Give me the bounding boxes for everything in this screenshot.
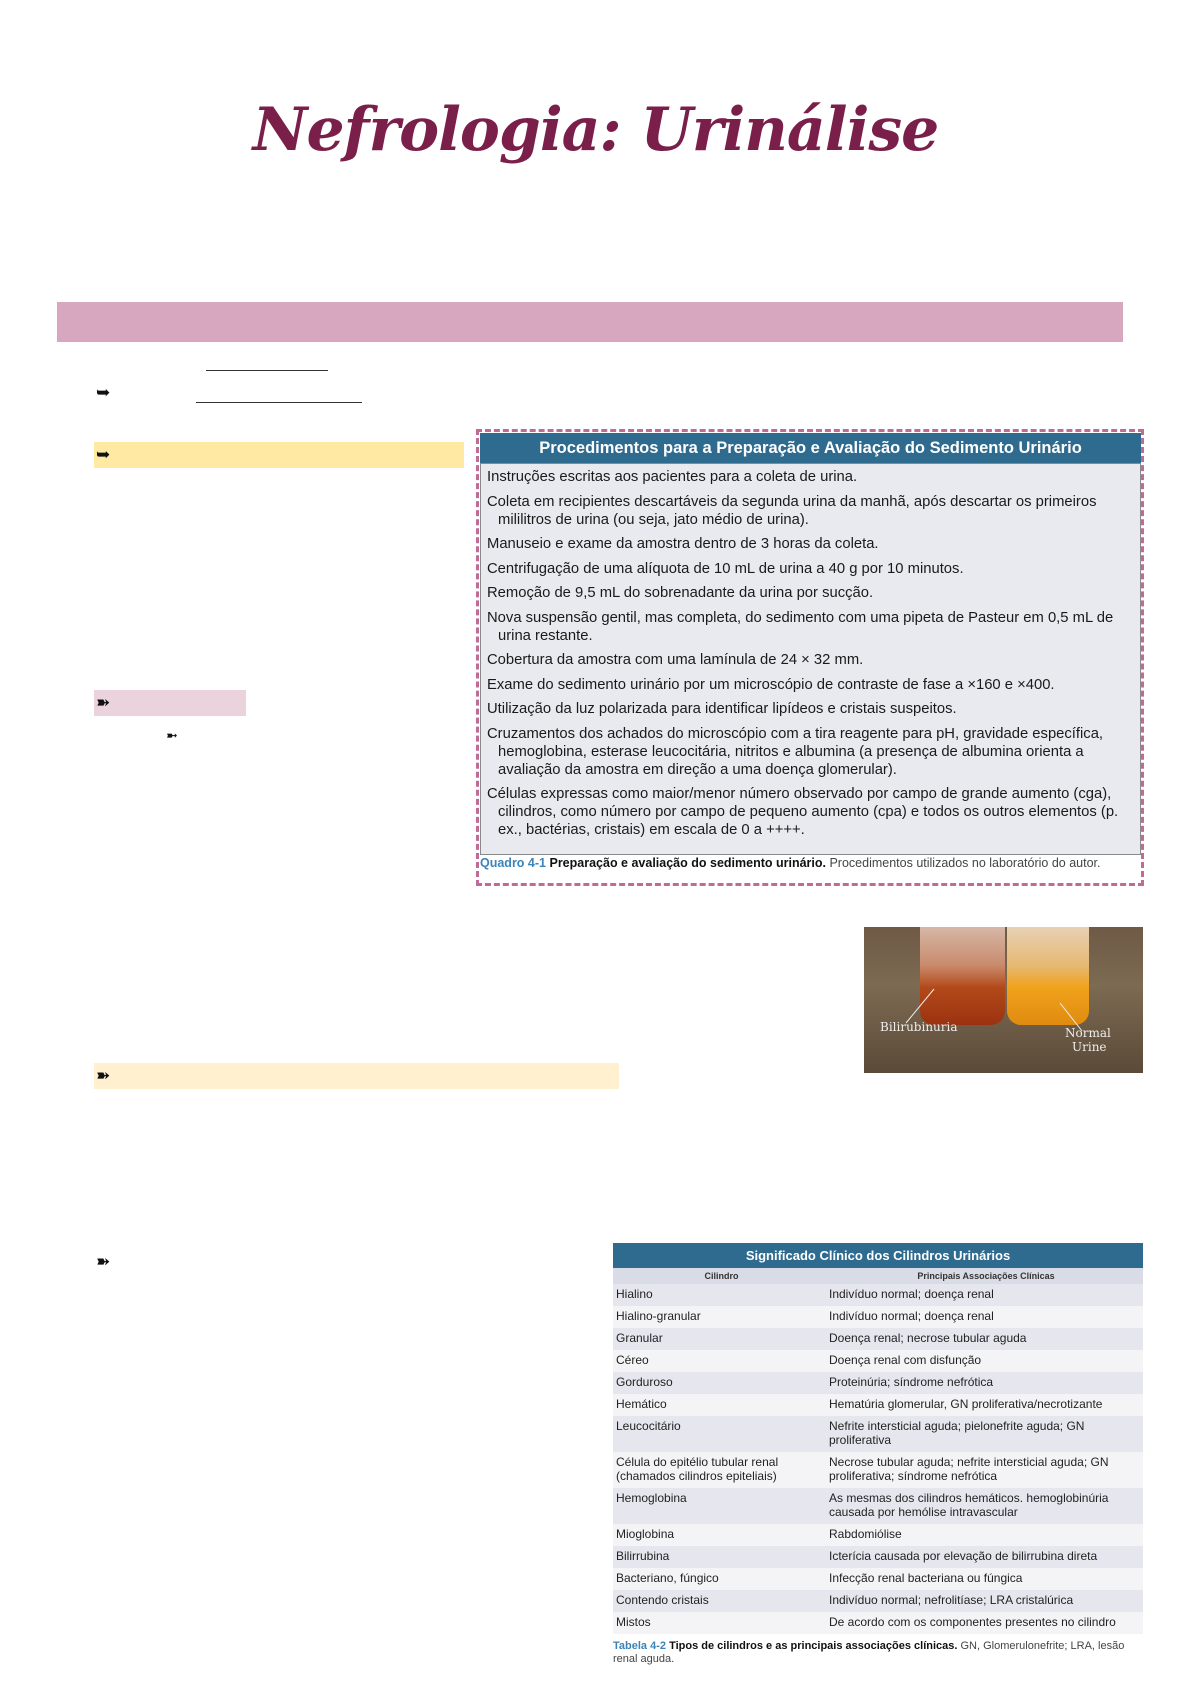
table-caption bbox=[613, 1640, 1143, 1666]
cell-cilindro: Hialino-granular bbox=[616, 1309, 701, 1323]
caption-text: Procedimentos utilizados no laboratório do autor. bbox=[829, 856, 1101, 870]
cell-cilindro: Hialino bbox=[616, 1287, 653, 1301]
cell-associacao: Hematúria glomerular, GN proliferativa/necrotizante bbox=[829, 1397, 1103, 1411]
procedure-item: Centrifugação de uma alíquota de 10 mL de urina a 40 g por 10 minutos. bbox=[487, 560, 964, 577]
table-body bbox=[613, 1284, 1143, 1634]
underline-blank bbox=[206, 370, 328, 371]
procedure-item: Cobertura da amostra com uma lamínula de 24 × 32 mm. bbox=[487, 652, 864, 668]
column-header-associacoes: Principais Associações Clínicas bbox=[917, 1271, 1055, 1281]
arrow-bullet-icon: ➥ bbox=[96, 383, 111, 402]
caption-label: Quadro 4-1 bbox=[480, 856, 546, 870]
cell-associacao: Indivíduo normal; doença renal bbox=[829, 1287, 994, 1301]
table-row bbox=[613, 1568, 1143, 1590]
cell-associacao: Rabdomiólise bbox=[829, 1527, 902, 1541]
page-title: Nefrologia: Urinálise bbox=[252, 95, 939, 165]
procedure-item: Remoção de 9,5 mL do sobrenadante da urina por sucção. bbox=[487, 585, 874, 601]
cell-cilindro: Gorduroso bbox=[616, 1375, 673, 1389]
photo-label-urine: Urine bbox=[1072, 1040, 1107, 1054]
underline-blank bbox=[196, 402, 362, 403]
urine-comparison-photo bbox=[864, 927, 1143, 1073]
highlight-bar-pink bbox=[94, 690, 246, 716]
procedure-item: Manuseio e exame da amostra dentro de 3 horas da coleta. bbox=[487, 536, 879, 552]
cell-associacao: Infecção renal bacteriana ou fúngica bbox=[829, 1571, 1023, 1585]
cell-cilindro: Céreo bbox=[616, 1353, 649, 1367]
table-row bbox=[613, 1590, 1143, 1612]
procedure-item: Instruções escritas aos pacientes para a coleta de urina. bbox=[487, 469, 858, 485]
table-row bbox=[613, 1612, 1143, 1634]
procedure-item: Utilização da luz polarizada para identificar lipídeos e cristais suspeitos. bbox=[487, 701, 957, 717]
cell-cilindro: Hemoglobina bbox=[616, 1491, 687, 1505]
table-row bbox=[613, 1284, 1143, 1306]
photo-label-bilirubinuria: Bilirubinuria bbox=[880, 1020, 958, 1034]
photo-label-normal: Normal bbox=[1065, 1026, 1111, 1040]
section-header-bar bbox=[57, 302, 1123, 342]
cell-associacao: As mesmas dos cilindros hemáticos. hemoglobinúria causada por hemólise intravascular bbox=[829, 1491, 1109, 1519]
cell-cilindro: Bacteriano, fúngico bbox=[616, 1571, 719, 1585]
cell-associacao: Nefrite intersticial aguda; pielonefrite aguda; GN proliferativa bbox=[829, 1419, 1085, 1447]
small-arrow-bullet-icon: ➼ bbox=[166, 727, 178, 743]
quadro-header: Procedimentos para a Preparação e Avaliação do Sedimento Urinário bbox=[480, 433, 1141, 463]
caption-title: Tipos de cilindros e as principais associações clínicas. bbox=[669, 1640, 958, 1652]
double-arrow-bullet-icon: ➽ bbox=[96, 1252, 111, 1271]
table-row bbox=[613, 1546, 1143, 1568]
table-column-headers bbox=[613, 1268, 1143, 1284]
caption-text: GN, Glomerulonefrite; LRA, lesão renal aguda. bbox=[613, 1640, 1125, 1665]
procedure-item: Coleta em recipientes descartáveis da segunda urina da manhã, após descartar os primeiros mililitros de urina (ou seja, jato médio de urina). bbox=[487, 493, 1097, 528]
procedure-item: Cruzamentos dos achados do microscópio com a tira reagente para pH, gravidade específica, hemoglobina, esterase leucocitária, nitritos e albumina (a presença de albumina orienta a avaliação da amostra em direção a uma doença glomerular). bbox=[487, 725, 1104, 778]
table-row bbox=[613, 1452, 1143, 1488]
caption-label: Tabela 4-2 bbox=[613, 1640, 666, 1652]
cell-cilindro: Contendo cristais bbox=[616, 1593, 709, 1607]
table-row bbox=[613, 1488, 1143, 1524]
table-row bbox=[613, 1524, 1143, 1546]
cell-associacao: Necrose tubular aguda; nefrite intersticial aguda; GN proliferativa; síndrome nefrótica bbox=[829, 1455, 1109, 1483]
procedure-item: Exame do sedimento urinário por um microscópio de contraste de fase a ×160 e ×400. bbox=[487, 676, 1055, 693]
column-header-cilindro: Cilindro bbox=[704, 1271, 739, 1281]
table-row bbox=[613, 1416, 1143, 1452]
cell-cilindro: Mistos bbox=[616, 1615, 651, 1629]
double-arrow-bullet-icon: ➽ bbox=[96, 1066, 111, 1085]
highlight-bar-cream bbox=[94, 1063, 619, 1089]
highlight-bar-yellow bbox=[94, 442, 464, 468]
cell-cilindro: Leucocitário bbox=[616, 1419, 681, 1433]
cell-cilindro: Hemático bbox=[616, 1397, 667, 1411]
caption-title: Preparação e avaliação do sedimento urinário. bbox=[549, 856, 826, 870]
cylinders-table bbox=[613, 1243, 1143, 1634]
double-arrow-bullet-icon: ➽ bbox=[96, 693, 111, 712]
cell-cilindro: Granular bbox=[616, 1331, 663, 1345]
table-row bbox=[613, 1306, 1143, 1328]
cell-associacao: Proteinúria; síndrome nefrótica bbox=[829, 1375, 994, 1389]
table-row bbox=[613, 1350, 1143, 1372]
table-row bbox=[613, 1394, 1143, 1416]
cell-associacao: De acordo com os componentes presentes no cilindro bbox=[829, 1615, 1116, 1629]
cell-associacao: Doença renal com disfunção bbox=[829, 1353, 982, 1367]
cell-associacao: Indivíduo normal; doença renal bbox=[829, 1309, 994, 1323]
cell-cilindro: Mioglobina bbox=[616, 1527, 675, 1541]
quadro-body bbox=[480, 463, 1141, 855]
procedure-item: Nova suspensão gentil, mas completa, do sedimento com uma pipeta de Pasteur em 0,5 mL de urina restante. bbox=[487, 609, 1114, 644]
table-header: Significado Clínico dos Cilindros Urinários bbox=[613, 1243, 1143, 1268]
quadro-caption bbox=[480, 856, 1141, 871]
arrow-bullet-icon: ➥ bbox=[96, 445, 111, 464]
table-row bbox=[613, 1328, 1143, 1350]
table-row bbox=[613, 1372, 1143, 1394]
cell-cilindro: Célula do epitélio tubular renal (chamados cilindros epiteliais) bbox=[616, 1455, 779, 1483]
cell-associacao: Indivíduo normal; nefrolitíase; LRA cristalúrica bbox=[829, 1593, 1074, 1607]
cell-associacao: Icterícia causada por elevação de bilirrubina direta bbox=[829, 1549, 1098, 1563]
cell-cilindro: Bilirrubina bbox=[616, 1549, 670, 1563]
procedure-item: Células expressas como maior/menor número observado por campo de grande aumento (cga), cilindros, como número por campo de pequeno aumento (cpa) e todos os outros elementos (p. ex., bactérias, cristais) em escala de 0 a ++++. bbox=[487, 786, 1119, 838]
cell-associacao: Doença renal; necrose tubular aguda bbox=[829, 1331, 1027, 1345]
